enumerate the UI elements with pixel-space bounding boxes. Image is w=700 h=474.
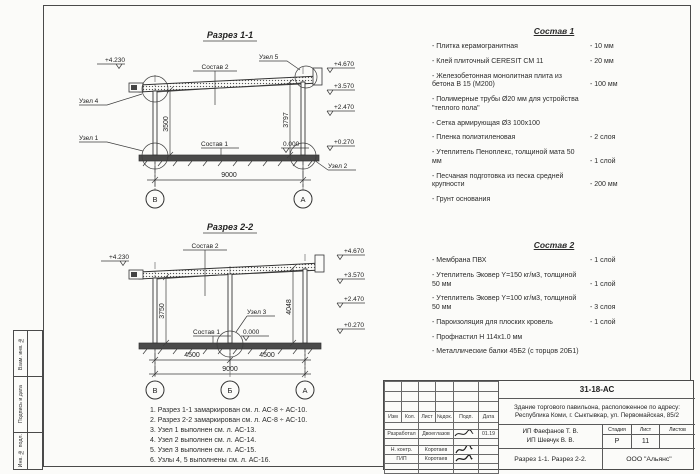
note-line: 3. Узел 1 выполнен см. л. АС-13. [150,426,257,434]
columns [153,269,307,343]
sostav-2-callout: Состав 2 [191,243,219,250]
sheet-title: Разрез 1-1. Разрез 2-2. [498,449,602,470]
dim-span-right: 4500 [259,352,275,359]
col-header: №док. [436,412,454,423]
stamp-label-cell [14,433,28,469]
axis-bubble-b: Б [227,386,233,395]
elevation-label: +2.470 [333,104,354,111]
material-name: - Грунт основания [432,196,491,203]
stamp-cell [14,433,42,469]
material-item [432,120,676,129]
material-value: - 1 слой [590,257,616,264]
material-item [432,149,676,167]
sheet-header: Лист [631,425,659,435]
elevation-label: +4.670 [343,248,364,255]
sostav-1-callout: Состав 1 [193,329,220,336]
material-item [432,257,676,266]
stamp-label: Взам. инв. № [17,336,24,371]
signature [454,455,479,464]
material-name: - Профнастил Н 114х1.0 мм [432,333,523,341]
revision-table [384,381,499,474]
section-title: Разрез 1-1 [206,30,254,40]
note-line: 4. Узел 2 выполнен см. л. АС-14. [150,436,257,444]
material-item [432,348,676,357]
stamp-cell [14,331,42,377]
axis-bubble-v: В [152,386,158,395]
stamp-column [13,330,43,470]
floor-slab [139,155,319,166]
material-item [432,334,676,343]
elevation-left-label: +4.230 [104,57,125,64]
material-value: - 1 слой [590,318,616,326]
section-title: Разрез 2-2 [206,222,254,232]
role-label: ГИП [385,455,419,464]
material-item [432,173,676,191]
material-name: - Полимерные трубы Ø20 мм для устройства "теплого пола" [432,96,579,112]
client-cell [498,425,602,449]
uzel-1-label: Узел 1 [79,135,99,142]
col-header: Кол. [402,412,419,423]
material-name: - Утеплитель Эковер Y=100 кг/м3, толщиной 50 мм [432,295,577,311]
material-name: - Утеплитель Пеноплекс, толщиной мата 50 мм [432,149,575,165]
sostav-1-callout: Состав 1 [201,141,228,148]
organization: ООО "Альянс" [602,449,695,470]
elevation-label: +2.470 [343,296,364,303]
doc-number: 31-18-АС [498,381,695,399]
uzel-3-label: Узел 3 [247,309,267,316]
uzel-2-label: Узел 2 [328,163,348,170]
note-line: 2. Разрез 2-2 замаркирован см. л. АС-8 ÷ АС-10. [150,416,308,424]
col-header: Изм [385,412,402,423]
material-item [432,58,676,67]
material-value: - 1 слой [590,157,616,165]
material-value: - 3 слоя [590,304,616,311]
person-name: Коротаев [419,455,454,464]
sheet-value: 11 [631,435,659,449]
role-label: Разработал [385,430,419,439]
axis-bubble-v: В [152,195,158,204]
stamp-label-cell [14,331,28,376]
dim-left: 3750 [159,303,166,319]
material-item [432,43,676,52]
material-item [432,319,676,328]
material-item [432,73,676,91]
roof-slab [129,255,324,279]
signature-squiggle [454,455,474,463]
sostav-2-title: Состав 2 [533,240,575,250]
parapet [315,255,324,272]
object-description [498,399,695,425]
zero-level-label: 0.000 [283,141,300,148]
material-value: - 1 слой [590,280,616,288]
stamp-label: Подпись и дата [17,385,24,424]
dim-right: 3797 [283,112,290,128]
material-value: - 20 мм [590,57,614,65]
signature [454,446,479,455]
material-name: - Песчаная подготовка из песка средней крупности [432,172,564,189]
material-name: - Пароизоляция для плоских кровель [432,318,553,326]
axis-bubbles [146,190,312,208]
elevation-left-label: +4.230 [108,254,129,261]
person-name: Двоеглазов [419,430,454,439]
notes-list [150,406,400,466]
col-header: Дата [479,412,499,423]
material-name: - Сетка армирующая Ø3 100х100 [432,119,540,127]
sostav-2-list [432,240,676,363]
material-item [432,96,676,114]
elevation-label: +4.670 [333,61,354,68]
note-line: 6. Узлы 4, 5 выполнены см. л. АС-16. [150,456,271,464]
sheets-value [659,435,695,449]
section-2-2-drawing [43,218,373,418]
col-header: Лист [419,412,436,423]
material-item [432,196,676,205]
material-name: - Плитка керамогранитная [432,43,518,50]
role-label: Н. контр. [385,446,419,455]
dim-right: 4048 [286,299,293,315]
sostav-1-title: Состав 1 [533,26,575,36]
elevation-label: +3.570 [343,272,364,279]
material-item [432,272,676,290]
material-name: - Клей плиточный CERESIT СМ 11 [432,57,544,65]
signature [454,430,479,439]
signature-squiggle [454,446,474,454]
date-value: 01.19 [479,430,499,439]
elevation-label: +3.570 [333,83,354,90]
client-line-1: ИП Фаефанов Т. В. [522,428,579,436]
dim-span-left: 4500 [184,352,200,359]
stage-value: Р [602,435,631,449]
parapet [313,68,322,85]
date-value [479,446,499,455]
zero-level-label: 0.000 [243,329,260,336]
material-item [432,295,676,313]
dim-span: 9000 [222,366,238,373]
uzel-4-label: Узел 4 [79,98,99,105]
material-name: - Пленка полиэтиленовая [432,134,516,142]
note-line: 5. Узел 3 выполнен см. л. АС-15. [150,446,257,454]
roof-slab [129,68,322,92]
stamp-cell [14,377,42,433]
axis-bubble-a: А [302,386,308,395]
dim-left: 3500 [163,116,170,132]
sheets-header: Листов [659,425,695,435]
stage-header: Стадия [602,425,631,435]
material-item [432,134,676,143]
stamp-label-cell [14,377,28,432]
dimensions [147,79,311,187]
material-value: - 2 слоя [590,134,616,142]
sostav-1-list [432,26,676,211]
material-name: - Мембрана ПВХ [432,257,487,264]
note-line: 1. Разрез 1-1 замаркирован см. л. АС-8 ÷ АС-10. [150,407,308,414]
col-header: Подп. [454,412,479,423]
material-name: - Железобетонная монолитная плита из бетона В 15 (М200) [432,72,563,89]
elevation-marks [101,248,365,334]
sostav-2-callout: Состав 2 [201,64,229,71]
dim-span: 9000 [221,172,237,179]
stamp-label: Инв. № подл. [17,434,24,468]
axis-bubbles [146,381,314,399]
elevation-label: +0.270 [333,139,354,146]
signature-squiggle [454,430,474,438]
object-line-1: Здание торгового павильона, расположенное по адресу: [513,403,680,411]
axis-bubble-a: А [300,195,306,204]
object-line-2: Республика Коми, г. Сыктывкар, ул. Первомайская, 85/2 [514,411,679,419]
material-value: - 10 мм [590,43,614,50]
title-block [383,380,694,470]
material-value: - 100 мм [590,81,618,89]
material-value: - 200 мм [590,181,618,189]
section-1-1-drawing [43,25,363,225]
elevation-label: +0.270 [343,322,364,329]
material-name: - Утеплитель Эковер Y=150 кг/м3, толщиной 50 мм [432,271,577,288]
client-line-2: ИП Шевчук В. В. [526,436,575,444]
person-name: Коротаев [419,446,454,455]
uzel-5-label: Узел 5 [259,54,279,61]
material-name: - Металлические балки 45Б2 (с торцов 20Б1) [432,348,579,356]
